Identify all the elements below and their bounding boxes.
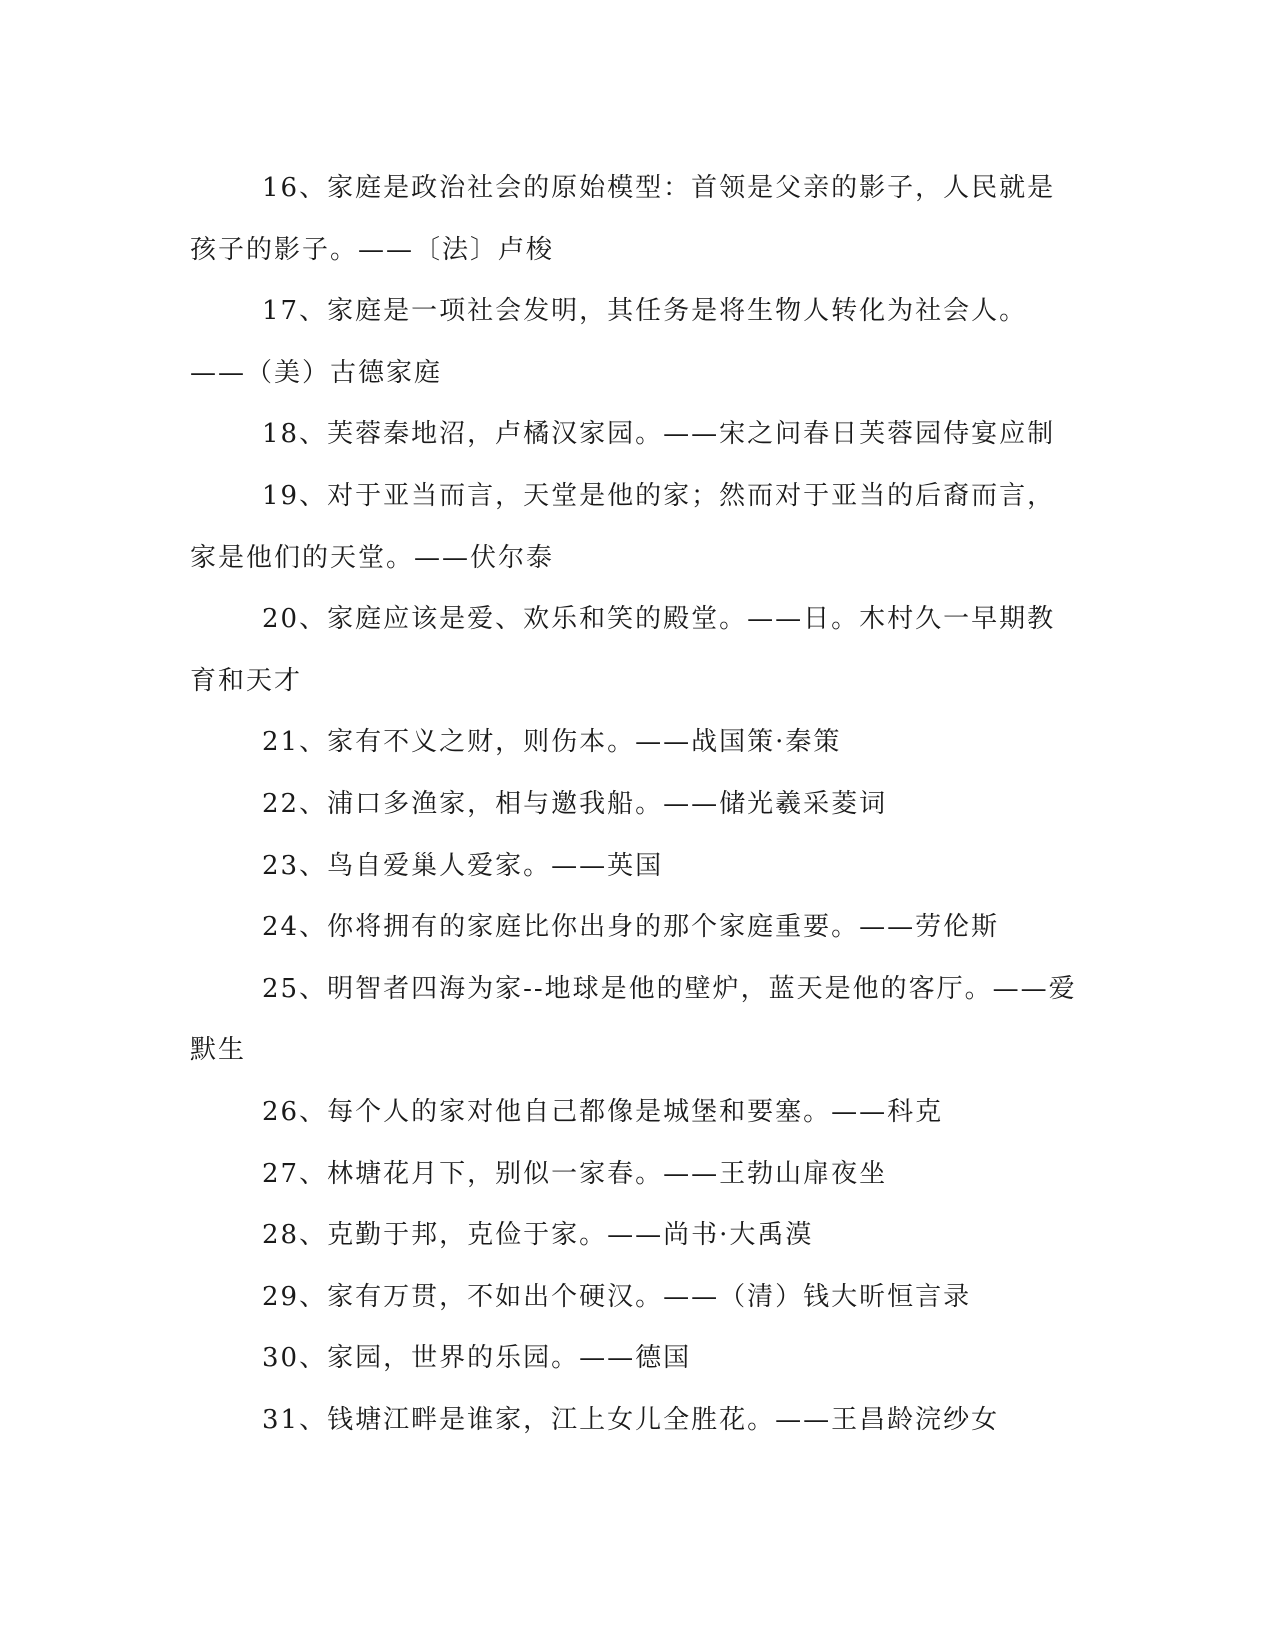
quote-25: 25、明智者四海为家--地球是他的壁炉，蓝天是他的客厅。——爱默生 [190, 973, 1077, 1066]
quote-22: 22、浦口多渔家，相与邀我船。——储光羲采菱词 [262, 788, 888, 819]
quote-19: 19、对于亚当而言，天堂是他的家；然而对于亚当的后裔而言，家是他们的天堂。——伏尔泰 [190, 480, 1056, 573]
quote-list [190, 158, 1080, 1451]
quote-21: 21、家有不义之财，则伤本。——战国策·秦策 [262, 727, 842, 758]
quote-18: 18、芙蓉秦地沼，卢橘汉家园。——宋之问春日芙蓉园侍宴应制 [262, 419, 1056, 450]
quote-28: 28、克勤于邦，克俭于家。——尚书·大禹漠 [262, 1220, 814, 1251]
quote-30: 30、家园，世界的乐园。——德国 [262, 1343, 692, 1374]
quote-17: 17、家庭是一项社会发明，其任务是将生物人转化为社会人。——（美）古德家庭 [190, 296, 1028, 388]
quote-31: 31、钱塘江畔是谁家，江上女儿全胜花。——王昌龄浣纱女 [262, 1404, 1000, 1435]
quote-27: 27、林塘花月下，别似一家春。——王勃山扉夜坐 [262, 1158, 888, 1189]
quote-29: 29、家有万贯，不如出个硬汉。——（清）钱大昕恒言录 [262, 1281, 972, 1312]
quote-23: 23、鸟自爱巢人爱家。——英国 [262, 850, 664, 881]
quote-20: 20、家庭应该是爱、欢乐和笑的殿堂。——日。木村久一早期教育和天才 [190, 604, 1056, 696]
quote-26: 26、每个人的家对他自己都像是城堡和要塞。——科克 [262, 1096, 944, 1127]
quote-24: 24、你将拥有的家庭比你出身的那个家庭重要。——劳伦斯 [262, 912, 1000, 943]
quote-16: 16、家庭是政治社会的原始模型：首领是父亲的影子，人民就是孩子的影子。——〔法〕卢梭 [190, 173, 1056, 265]
